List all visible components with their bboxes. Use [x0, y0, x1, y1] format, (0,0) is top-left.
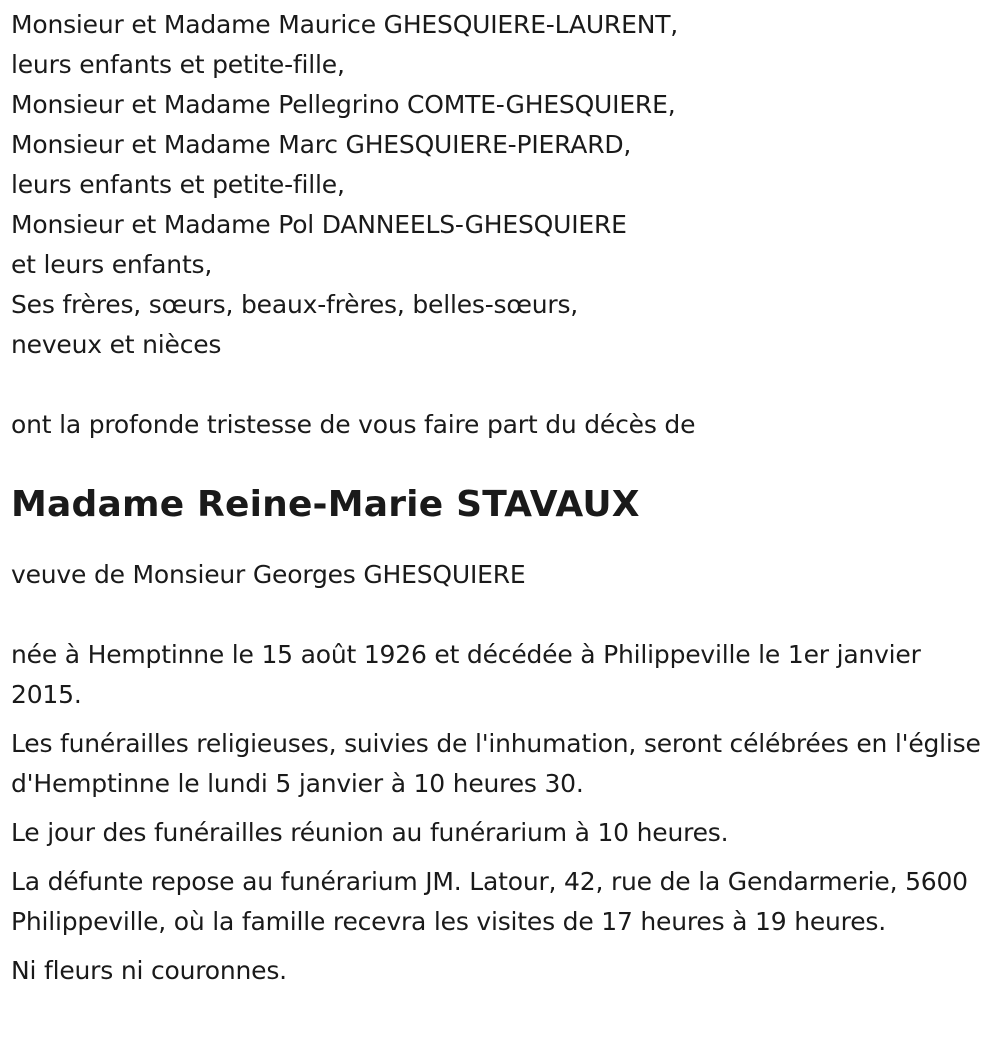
- funeral-paragraph: Les funérailles religieuses, suivies de l'inhumation, seront célébrées en l'église d'Hemptinne le lundi 5 janvier à 10 heures 30.: [11, 729, 981, 798]
- family-line: neveux et nièces: [11, 330, 222, 359]
- meeting-paragraph: Le jour des funérailles réunion au funérarium à 10 heures.: [11, 818, 729, 847]
- spacer: [11, 365, 986, 405]
- family-line: Monsieur et Madame Marc GHESQUIERE-PIERARD,: [11, 130, 632, 159]
- announcement-text: ont la profonde tristesse de vous faire part du décès de: [11, 410, 696, 439]
- family-line: Monsieur et Madame Pol DANNEELS-GHESQUIERE: [11, 210, 627, 239]
- deceased-name: Madame Reine-Marie STAVAUX: [11, 484, 640, 525]
- widow-of-text: veuve de Monsieur Georges GHESQUIERE: [11, 560, 526, 589]
- family-list: [11, 5, 986, 365]
- family-line: Ses frères, sœurs, beaux-frères, belles-sœurs,: [11, 290, 579, 319]
- family-line: leurs enfants et petite-fille,: [11, 170, 345, 199]
- family-line: leurs enfants et petite-fille,: [11, 50, 345, 79]
- family-line: et leurs enfants,: [11, 250, 213, 279]
- family-line: Monsieur et Madame Maurice GHESQUIERE-LAURENT,: [11, 10, 679, 39]
- no-flowers-paragraph: Ni fleurs ni couronnes.: [11, 956, 287, 985]
- obituary-notice: [11, 5, 986, 991]
- family-line: Monsieur et Madame Pellegrino COMTE-GHESQUIERE,: [11, 90, 676, 119]
- resting-place-paragraph: La défunte repose au funérarium JM. Latour, 42, rue de la Gendarmerie, 5600 Philippeville, où la famille recevra les visites de 17 heures à 19 heures.: [11, 867, 968, 936]
- birth-death-paragraph: née à Hemptinne le 15 août 1926 et décédée à Philippeville le 1er janvier 2015.: [11, 640, 921, 709]
